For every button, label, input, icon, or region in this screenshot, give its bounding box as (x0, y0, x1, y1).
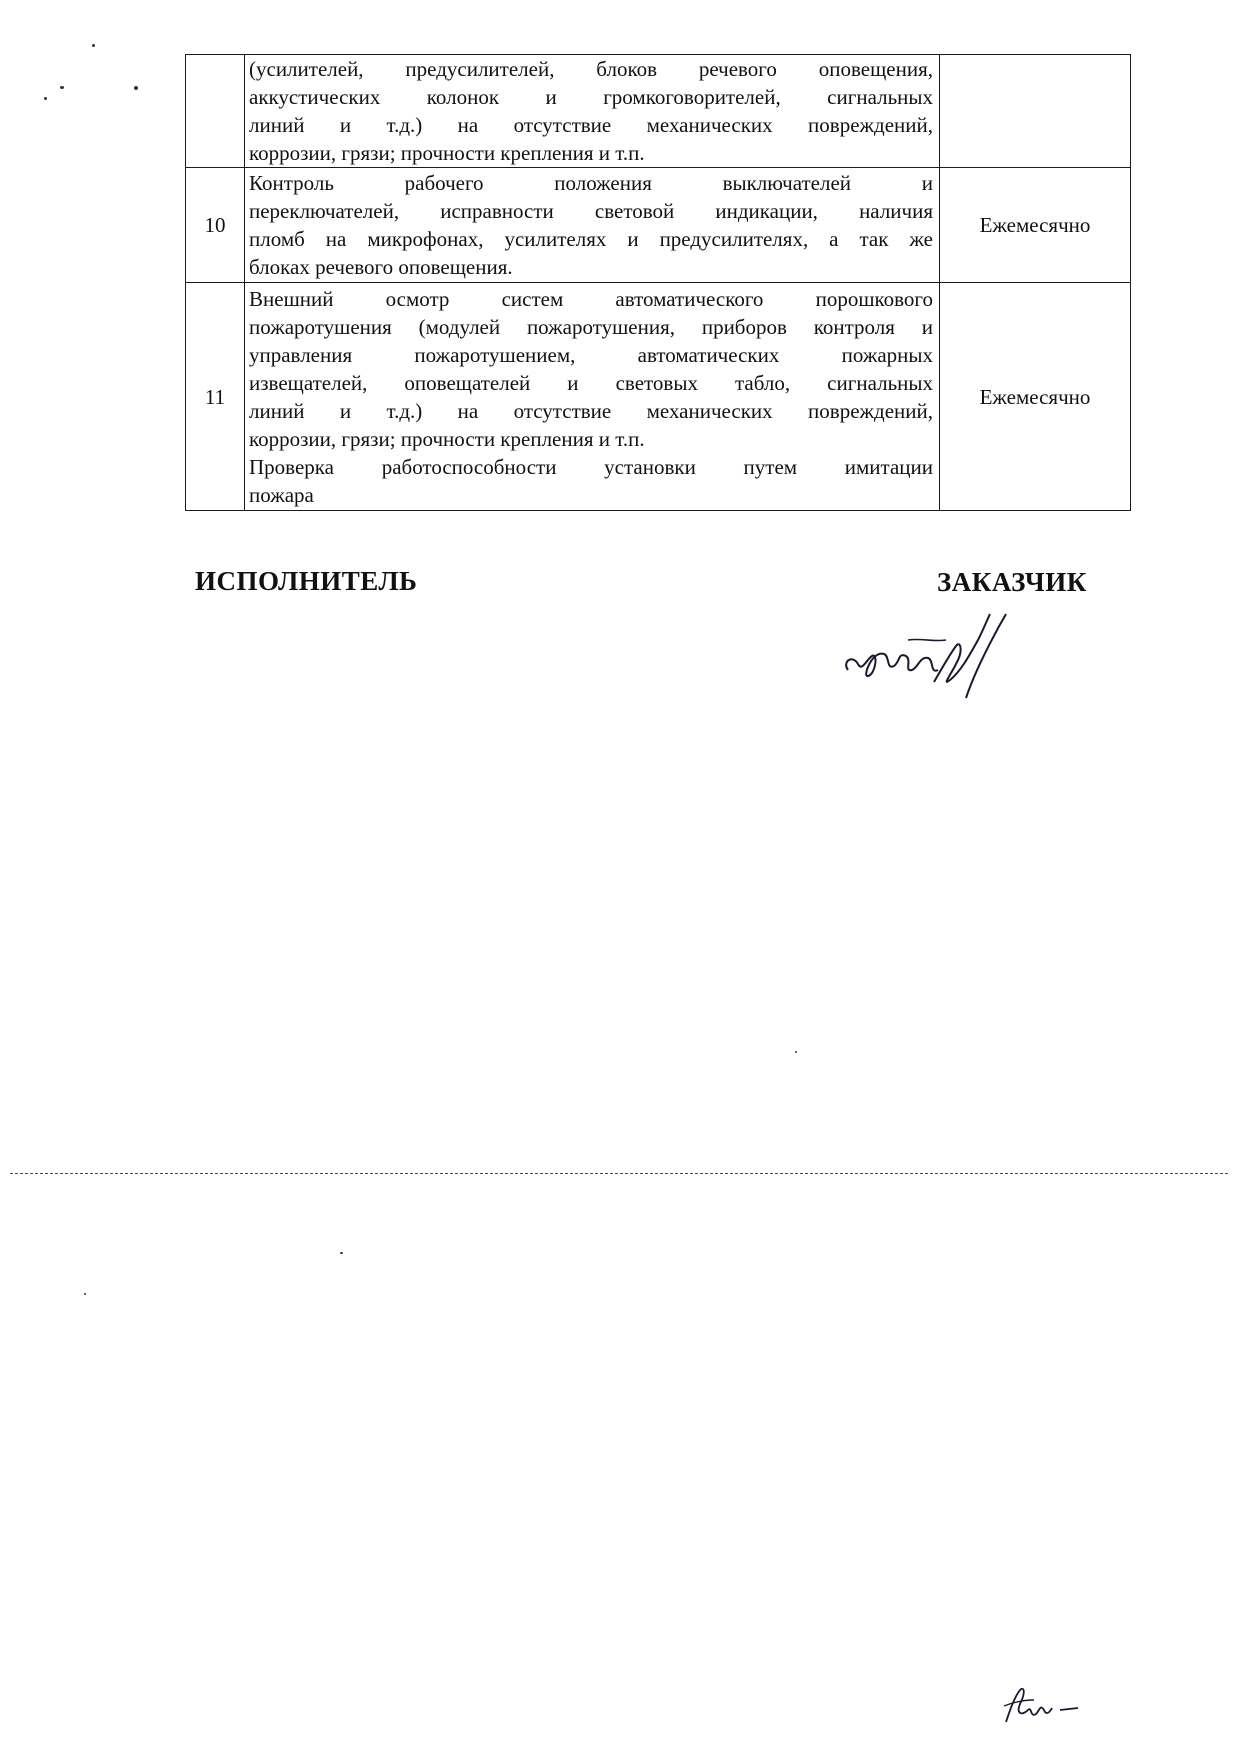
table-row (186, 168, 1131, 283)
table-row (186, 55, 1131, 168)
executor-label: ИСПОЛНИТЕЛЬ (195, 566, 418, 596)
maintenance-works-table (185, 54, 1131, 511)
initials-signature (1000, 1680, 1084, 1730)
row-number-cell (186, 55, 245, 168)
description-line: пожаротушения (модулей пожаротушения, приборов контроля и (249, 314, 933, 339)
scan-speck (84, 1293, 86, 1295)
row-description-cell (245, 168, 940, 283)
customer-label: ЗАКАЗЧИК (937, 567, 1087, 597)
scan-speck (92, 44, 95, 47)
description-line: аккустических колонок и громкоговорителей, сигнальных (249, 85, 933, 109)
description-line: Внешний осмотр систем автоматического порошкового (249, 286, 933, 311)
scan-speck (340, 1252, 343, 1254)
description-line: Контроль рабочего положения выключателей и (249, 171, 933, 195)
scan-speck (60, 86, 64, 89)
description-line: линий и т.д.) на отсутствие механических повреждений, (249, 398, 933, 423)
description-line: пломб на микрофонах, усилителях и предусилителях, а так же (249, 227, 933, 251)
customer-signature (838, 610, 1018, 705)
scan-speck (44, 97, 47, 100)
row-number-cell: 10 (186, 168, 245, 283)
description-line: блоках речевого оповещения. (249, 255, 513, 279)
description-line: переключателей, исправности световой индикации, наличия (249, 199, 933, 223)
description-line: (усилителей, предусилителей, блоков речевого оповещения, (249, 57, 933, 81)
description-line: управления пожаротушением, автоматических пожарных (249, 342, 933, 367)
description-line: извещателей, оповещателей и световых табло, сигнальных (249, 370, 933, 395)
scan-speck (795, 1051, 797, 1053)
description-line: пожара (249, 482, 314, 507)
description-line: коррозии, грязи; прочности крепления и т.п. (249, 426, 645, 451)
row-period-cell: Ежемесячно (940, 283, 1131, 511)
row-number-cell: 11 (186, 283, 245, 511)
row-description-cell (245, 283, 940, 511)
row-period-cell (940, 55, 1131, 168)
row-period-cell: Ежемесячно (940, 168, 1131, 283)
row-description-cell (245, 55, 940, 168)
description-line: коррозии, грязи; прочности крепления и т.п. (249, 141, 645, 165)
scan-speck (134, 86, 138, 90)
description-line: линий и т.д.) на отсутствие механических повреждений, (249, 113, 933, 137)
description-line: Проверка работоспособности установки путем имитации (249, 454, 933, 479)
page-cut-line (10, 1173, 1228, 1174)
table-row (186, 283, 1131, 511)
